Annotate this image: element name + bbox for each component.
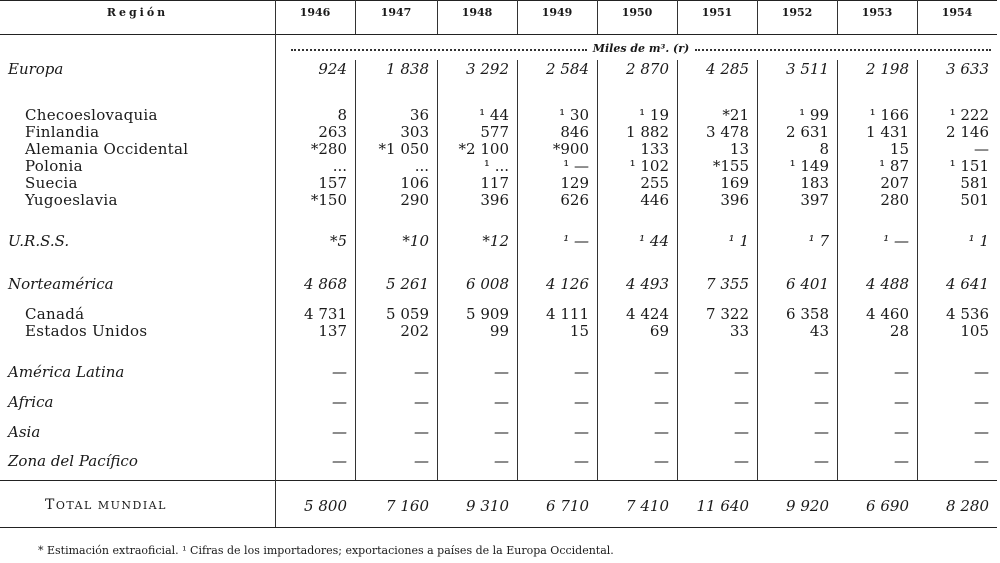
table-cell: — (574, 452, 589, 470)
row-label: Asia (8, 423, 41, 441)
row-label: Alemania Occidental (25, 140, 189, 158)
table-cell: 4 641 (946, 275, 989, 293)
table-cell: 2 584 (546, 60, 589, 78)
table-cell: ¹ 102 (629, 157, 669, 175)
table-cell: 396 (480, 191, 509, 209)
total-cell: 11 640 (696, 497, 749, 515)
table-cell: *12 (482, 232, 509, 250)
table-cell: 36 (409, 106, 429, 124)
table-cell: 157 (318, 174, 347, 192)
units-dots-left (291, 49, 587, 51)
table-cell: — (894, 393, 909, 411)
row-label: América Latina (8, 363, 125, 381)
year-header: 1949 (541, 6, 573, 19)
table-cell: 396 (720, 191, 749, 209)
table-cell: 2 198 (866, 60, 909, 78)
total-cell: 8 280 (946, 497, 989, 515)
table-cell: — (574, 363, 589, 381)
year-header: 1953 (861, 6, 893, 19)
table-cell: 290 (400, 191, 429, 209)
table-cell: 43 (809, 322, 829, 340)
total-bottom-rule (0, 527, 997, 528)
table-cell: — (574, 393, 589, 411)
table-cell: ¹ 19 (639, 106, 669, 124)
table-cell: — (734, 423, 749, 441)
year-header: 1946 (299, 6, 331, 19)
row-label: Estados Unidos (25, 322, 148, 340)
table-cell: 1 882 (626, 123, 669, 141)
table-cell: 2 146 (946, 123, 989, 141)
column-divider (597, 60, 598, 480)
table-cell: 8 (819, 140, 829, 158)
row-label: Canadá (25, 305, 85, 323)
table-cell: ¹ 44 (479, 106, 509, 124)
table-cell: 4 126 (546, 275, 589, 293)
table-cell: 15 (569, 322, 589, 340)
row-label: Norteamérica (8, 275, 114, 293)
table-cell: 5 261 (386, 275, 429, 293)
table-cell: 255 (640, 174, 669, 192)
row-label: Finlandia (25, 123, 100, 141)
table-cell: — (574, 423, 589, 441)
table-cell: — (734, 452, 749, 470)
column-divider (275, 0, 276, 527)
table-cell: 15 (889, 140, 909, 158)
table-cell: 202 (400, 322, 429, 340)
table-cell: ¹ 151 (949, 157, 989, 175)
table-cell: 5 059 (386, 305, 429, 323)
table-cell: — (894, 423, 909, 441)
table-cell: 4 111 (546, 305, 589, 323)
units-dots-right (695, 49, 991, 51)
table-cell: 117 (480, 174, 509, 192)
table-cell: 446 (640, 191, 669, 209)
table-cell: — (974, 140, 989, 158)
table-cell: 4 285 (706, 60, 749, 78)
table-cell: *21 (722, 106, 749, 124)
table-cell: 105 (960, 322, 989, 340)
table-cell: — (414, 363, 429, 381)
total-label: TOTAL MUNDIAL (45, 497, 167, 513)
units-label: Miles de m³. (r) (592, 41, 690, 55)
table-cell: — (332, 363, 347, 381)
table-cell: ¹ — (883, 232, 909, 250)
table-cell: 577 (480, 123, 509, 141)
table-cell: 1 838 (386, 60, 429, 78)
table-cell: 137 (318, 322, 347, 340)
table-cell: — (974, 393, 989, 411)
column-divider (837, 60, 838, 480)
year-header: 1947 (380, 6, 412, 19)
table-cell: — (494, 452, 509, 470)
table-cell: ¹ 166 (869, 106, 909, 124)
table-cell: ... (414, 157, 429, 175)
table-cell: *900 (552, 140, 589, 158)
table-cell: — (974, 363, 989, 381)
table-cell: 501 (960, 191, 989, 209)
table-cell: 183 (800, 174, 829, 192)
column-divider (757, 60, 758, 480)
row-label: Europa (8, 60, 64, 78)
table-cell: 581 (960, 174, 989, 192)
table-cell: ¹ 99 (799, 106, 829, 124)
table-cell: ¹ — (563, 157, 589, 175)
table-cell: ¹ 1 (968, 232, 989, 250)
total-cell: 6 690 (866, 497, 909, 515)
table-cell: *5 (329, 232, 347, 250)
row-label: Africa (8, 393, 54, 411)
table-cell: 3 478 (706, 123, 749, 141)
table-cell: 924 (318, 60, 347, 78)
table-cell: — (414, 393, 429, 411)
column-divider (677, 60, 678, 480)
table-cell: — (494, 363, 509, 381)
table-cell: 69 (649, 322, 669, 340)
table-cell: 3 633 (946, 60, 989, 78)
table-cell: 3 292 (466, 60, 509, 78)
table-cell: — (974, 452, 989, 470)
table-cell: 7 355 (706, 275, 749, 293)
table-cell: 397 (800, 191, 829, 209)
row-label: Checoeslovaquia (25, 106, 158, 124)
year-header: 1951 (701, 6, 733, 19)
region-header: Región (106, 6, 169, 19)
table-cell: 5 909 (466, 305, 509, 323)
table-cell: 280 (880, 191, 909, 209)
table-cell: — (414, 423, 429, 441)
table-cell: 6 401 (786, 275, 829, 293)
table-cell: ¹ 222 (949, 106, 989, 124)
table-cell: — (654, 363, 669, 381)
footnote: * Estimación extraoficial. ¹ Cifras de los importadores; exportaciones a países de la Europa Occidental. (38, 544, 614, 557)
table-cell: 4 731 (304, 305, 347, 323)
table-cell: 263 (318, 123, 347, 141)
table-cell: — (332, 423, 347, 441)
table-cell: *150 (310, 191, 347, 209)
table-cell: — (814, 363, 829, 381)
table-cell: — (654, 393, 669, 411)
table-cell: *155 (712, 157, 749, 175)
table-cell: *1 050 (378, 140, 429, 158)
total-cell: 9 920 (786, 497, 829, 515)
table-cell: — (332, 393, 347, 411)
table-cell: 4 493 (626, 275, 669, 293)
year-header: 1952 (781, 6, 813, 19)
row-label: Zona del Pacífico (8, 452, 138, 470)
total-cell: 9 310 (466, 497, 509, 515)
table-cell: 6 008 (466, 275, 509, 293)
table-cell: 33 (729, 322, 749, 340)
table-cell: *280 (310, 140, 347, 158)
column-divider (355, 60, 356, 480)
table-cell: 6 358 (786, 305, 829, 323)
table-cell: *2 100 (458, 140, 509, 158)
table-cell: — (814, 423, 829, 441)
table-cell: ¹ 1 (728, 232, 749, 250)
table-cell: — (654, 423, 669, 441)
table-cell: ¹ 87 (879, 157, 909, 175)
header-rule (0, 34, 997, 35)
table-cell: 13 (729, 140, 749, 158)
total-cell: 7 160 (386, 497, 429, 515)
table-cell: — (974, 423, 989, 441)
year-header: 1954 (941, 6, 973, 19)
table-cell: 2 631 (786, 123, 829, 141)
row-label: Suecia (25, 174, 78, 192)
table-cell: 626 (560, 191, 589, 209)
row-label: Yugoeslavia (25, 191, 118, 209)
total-cell: 7 410 (626, 497, 669, 515)
table-cell: 4 868 (304, 275, 347, 293)
table-cell: — (814, 452, 829, 470)
column-divider (917, 60, 918, 480)
table-cell: 8 (337, 106, 347, 124)
table-cell: 3 511 (786, 60, 829, 78)
column-divider (437, 60, 438, 480)
table-cell: ¹ 149 (789, 157, 829, 175)
table-cell: ¹ 30 (559, 106, 589, 124)
table-cell: 106 (400, 174, 429, 192)
table-cell: 129 (560, 174, 589, 192)
table-cell: ¹ 44 (639, 232, 669, 250)
table-cell: — (734, 393, 749, 411)
year-header: 1950 (621, 6, 653, 19)
table-cell: ¹ 7 (808, 232, 829, 250)
table-cell: 99 (489, 322, 509, 340)
table-cell: — (654, 452, 669, 470)
table-cell: 4 488 (866, 275, 909, 293)
table-cell: 4 460 (866, 305, 909, 323)
table-cell: 169 (720, 174, 749, 192)
total-top-rule (0, 480, 997, 481)
table-cell: — (734, 363, 749, 381)
table-cell: 133 (640, 140, 669, 158)
table-cell: 28 (889, 322, 909, 340)
table-cell: ... (332, 157, 347, 175)
table-cell: 7 322 (706, 305, 749, 323)
table-cell: — (814, 393, 829, 411)
table-cell: — (894, 452, 909, 470)
table-cell: — (414, 452, 429, 470)
row-label: Polonia (25, 157, 83, 175)
table-cell: 2 870 (626, 60, 669, 78)
table-cell: — (494, 423, 509, 441)
table-cell: 846 (560, 123, 589, 141)
table-cell: 4 536 (946, 305, 989, 323)
table-cell: — (894, 363, 909, 381)
row-label: U.R.S.S. (8, 232, 70, 250)
table-cell: 207 (880, 174, 909, 192)
units-row (285, 41, 997, 55)
top-rule (0, 0, 997, 1)
table-cell: 4 424 (626, 305, 669, 323)
table-cell: *10 (402, 232, 429, 250)
table-cell: 1 431 (866, 123, 909, 141)
total-cell: 5 800 (304, 497, 347, 515)
column-divider (517, 60, 518, 480)
table-cell: — (332, 452, 347, 470)
table-cell: — (494, 393, 509, 411)
total-cell: 6 710 (546, 497, 589, 515)
table-cell: ¹ — (563, 232, 589, 250)
table-cell: 303 (400, 123, 429, 141)
year-header: 1948 (461, 6, 493, 19)
table-cell: ¹ ... (483, 157, 509, 175)
